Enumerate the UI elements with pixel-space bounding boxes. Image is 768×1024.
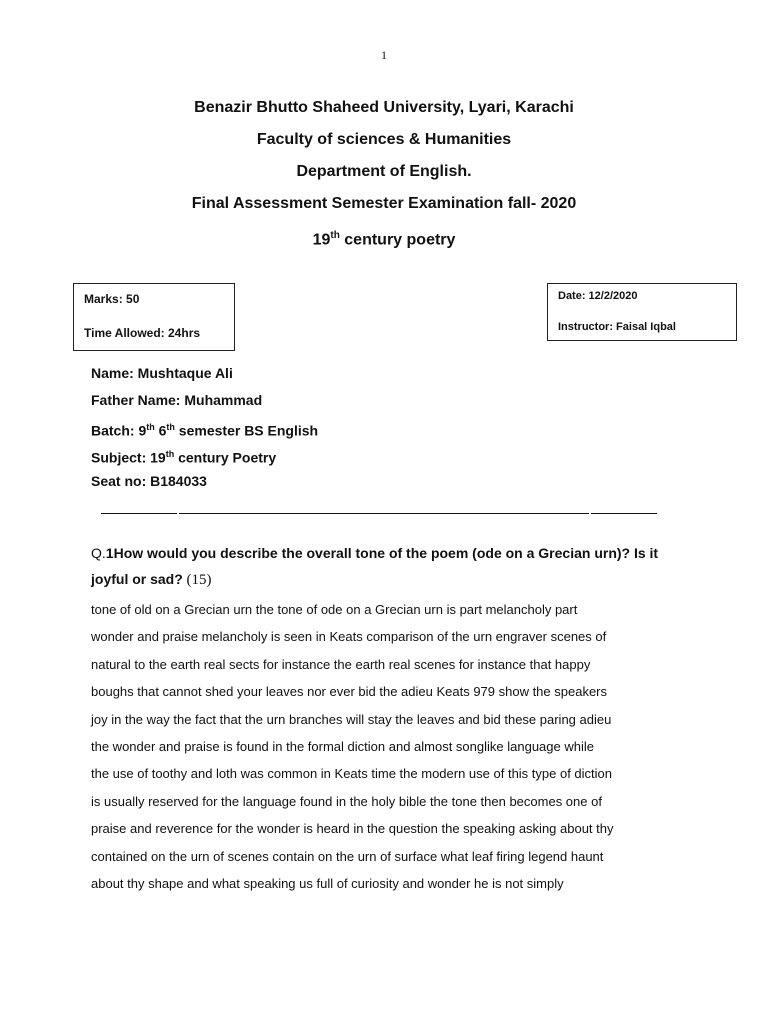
divider-line-middle [179, 513, 589, 514]
question-line-1: Q.1How would you describe the overall tone of the poem (ode on a Grecian urn)? Is it [91, 545, 659, 561]
subject-info: Subject: 19th century Poetry [91, 449, 277, 466]
marks-label: Marks: 50 [84, 292, 140, 306]
page-number: 1 [381, 48, 387, 62]
answer-line: about thy shape and what speaking us full of curiosity and wonder he is not simply [91, 875, 564, 891]
marks-box [73, 283, 235, 351]
answer-line: natural to the earth real sects for instance the earth real scenes for instance that happy [91, 656, 591, 672]
question-line-2: joyful or sad? (15) [91, 571, 212, 588]
student-name: Name: Mushtaque Ali [91, 365, 233, 381]
time-allowed-label: Time Allowed: 24hrs [84, 326, 201, 340]
divider-line-right [591, 513, 657, 514]
exam-info-box [547, 283, 737, 341]
seat-number: Seat no: B184033 [91, 473, 207, 489]
answer-line: joy in the way the fact that the urn branches will stay the leaves and bid these paring adieu [91, 711, 612, 727]
student-details [91, 360, 691, 495]
faculty-name: Faculty of sciences & Humanities [256, 131, 512, 148]
answer-line: praise and reverence for the wonder is heard in the question the speaking asking about thy [91, 821, 614, 837]
batch-info: Batch: 9th 6th semester BS English [91, 422, 319, 439]
university-name: Benazir Bhutto Shaheed University, Lyari, Karachi [194, 99, 574, 116]
father-name: Father Name: Muhammad [91, 392, 263, 408]
answer-line: tone of old on a Grecian urn the tone of ode on a Grecian urn is part melancholy part [91, 602, 578, 617]
answer-line: boughs that cannot shed your leaves nor ever bid the adieu Keats 979 show the speakers [91, 684, 608, 700]
document-heading [0, 92, 768, 256]
answer-line: wonder and praise melancholy is seen in Keats comparison of the urn engraver scenes of [91, 629, 607, 645]
answer-body [91, 596, 711, 897]
question-1 [91, 540, 691, 593]
answer-line: is usually reserved for the language found in the holy bible the tone then becomes one of [91, 793, 602, 809]
course-title: 19th century poetry [312, 230, 456, 249]
answer-line: contained on the urn of scenes contain on the urn of surface what leaf firing legend haunt [91, 848, 604, 864]
answer-line: the use of toothy and loth was common in Keats time the modern use of this type of diction [91, 766, 613, 782]
department-name: Department of English. [296, 163, 472, 180]
exam-title: Final Assessment Semester Examination fall- 2020 [191, 195, 577, 212]
answer-line: the wonder and praise is found in the formal diction and almost songlike language while [91, 738, 594, 754]
instructor-label: Instructor: Faisal Iqbal [558, 321, 676, 333]
date-label: Date: 12/2/2020 [558, 290, 638, 302]
divider-line-left [101, 513, 177, 514]
question-marks: (15) [182, 572, 212, 588]
